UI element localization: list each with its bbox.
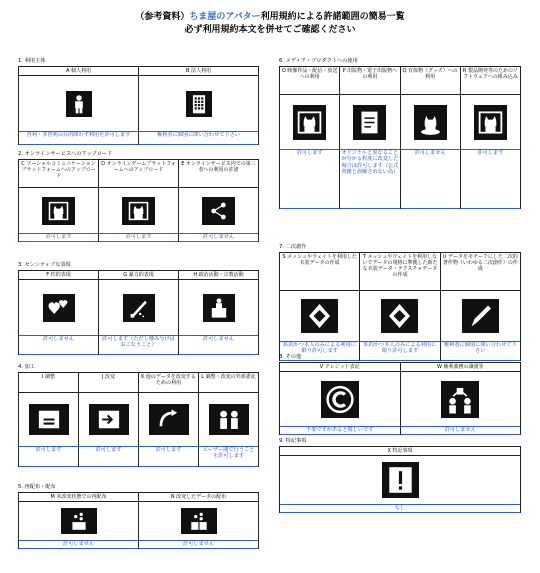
reuse-data-icon <box>149 404 189 435</box>
item-w <box>401 363 522 435</box>
item-heading: L 調整・改変の外部委託 <box>199 373 258 393</box>
software-icon <box>474 105 507 140</box>
item-heading: W 権利義務の譲渡等 <box>401 363 521 372</box>
item-heading: X 特記事項 <box>280 447 520 456</box>
section-title: 1. 利用主体 <box>18 58 46 64</box>
section-redistribution <box>18 484 259 549</box>
item-s <box>280 253 360 361</box>
item-l <box>199 373 259 467</box>
item-f <box>19 271 99 355</box>
item-q <box>401 67 461 209</box>
item-d <box>99 160 179 242</box>
permission-answer: 許可します <box>139 446 198 467</box>
item-k <box>139 373 199 467</box>
item-heading: N 改変したデータの配布 <box>139 493 258 502</box>
item-icon-cell <box>280 372 400 426</box>
permission-answer: 不要ですがあると嬉しいです <box>280 426 400 435</box>
license-table <box>279 362 521 435</box>
item-icon-cell <box>401 95 460 149</box>
permission-answer: 許可しません <box>401 426 521 435</box>
item-icon-cell <box>401 372 521 426</box>
permission-answer: 許可しません <box>19 540 138 549</box>
permission-answer: 許可します（ただし棲み分けはおこなうこと） <box>99 335 178 355</box>
license-table <box>18 270 259 355</box>
permission-answer: 許可します <box>99 233 178 242</box>
item-heading: C ソーシャルコミュニケーションプラットフォームへのアップロード <box>19 160 98 188</box>
item-icon-cell <box>19 393 78 446</box>
item-b <box>139 67 259 145</box>
item-r <box>461 67 521 209</box>
title-main: 利用規約による許諾範囲の簡易一覧 <box>260 12 405 22</box>
book-icon <box>353 105 386 140</box>
item-icon-cell <box>441 291 520 341</box>
item-heading: P 出版物・電子出版物への利用 <box>340 67 399 95</box>
item-icon-cell <box>280 456 520 504</box>
item-n <box>139 493 259 549</box>
item-v <box>280 363 401 435</box>
permission-answer: 許可します <box>461 149 520 209</box>
item-heading: T メッシュやウェイトを利用しないでデータの規格に準拠した新たな衣装データ・テクスチャデータの作成 <box>360 253 439 291</box>
permission-answer: 許可しません <box>139 540 258 549</box>
item-icon-cell <box>19 188 98 233</box>
item-icon-cell <box>179 188 258 233</box>
permission-answer: 権利者に個別に問い合わせて下さい <box>139 131 258 145</box>
item-icon-cell <box>19 502 138 540</box>
item-heading: V クレジット表記 <box>280 363 400 372</box>
section-title: 4. 加工 <box>18 364 35 370</box>
item-icon-cell <box>280 291 359 341</box>
section-title: 8. その他 <box>279 354 302 360</box>
title-brand: ちま屋のアバター <box>189 12 261 22</box>
game-upload-icon <box>122 197 155 225</box>
item-icon-cell <box>280 95 339 149</box>
permission-answer: ユーザー間で行うことを許可します <box>199 446 258 467</box>
item-e <box>179 160 259 242</box>
item-i <box>19 373 79 467</box>
permission-answer: なし <box>280 504 520 513</box>
podium-icon <box>203 294 235 322</box>
share-third-party-icon <box>202 197 235 225</box>
item-c <box>19 160 99 242</box>
item-m <box>19 493 139 549</box>
item-icon-cell <box>139 502 258 540</box>
permission-answer: 権利者に個別に問い合わせて下さい <box>441 341 520 361</box>
item-heading: G 暴力的表現 <box>99 271 178 280</box>
item-g <box>99 271 179 355</box>
item-heading: O 映像作品・配信・放送への利用 <box>280 67 339 95</box>
section-derivative-works <box>279 244 521 361</box>
item-heading: M 未改変状態での再配布 <box>19 493 138 502</box>
item-o <box>280 67 340 209</box>
license-table <box>279 446 521 513</box>
hearts-icon <box>43 294 75 322</box>
exclamation-icon <box>382 462 419 498</box>
item-t <box>360 253 440 361</box>
item-p <box>340 67 400 209</box>
section-title: 2. オンラインサービスへのアップロード <box>18 151 113 157</box>
license-table <box>279 252 521 361</box>
item-heading: R 製品開発等のためのソフトウェアへの組み込み <box>461 67 520 95</box>
license-table <box>18 159 259 242</box>
social-upload-icon <box>42 197 75 225</box>
license-table <box>279 66 521 209</box>
license-table <box>18 492 259 549</box>
item-icon-cell <box>179 280 258 335</box>
permission-answer: 許可しません <box>179 335 258 355</box>
item-heading: E オンラインサービス内での第三者への利用の許諾 <box>179 160 258 188</box>
item-h <box>179 271 259 355</box>
section-usage-subject <box>18 58 259 145</box>
section-special-notes <box>279 438 521 513</box>
knife-icon <box>123 294 155 322</box>
permission-answer: 許可しません <box>401 149 460 209</box>
item-u <box>441 253 521 361</box>
figure-icon <box>414 105 447 140</box>
item-heading: H 政治活動・宗教活動 <box>179 271 258 280</box>
section-other <box>279 354 521 435</box>
new-outfit-icon <box>381 299 418 333</box>
permission-answer: 許可しません <box>179 233 258 242</box>
item-j <box>79 373 139 467</box>
item-icon-cell <box>99 280 178 335</box>
item-x <box>280 447 521 513</box>
title-prefix: （参考資料） <box>135 12 190 22</box>
section-processing <box>18 364 259 467</box>
item-icon-cell <box>360 291 439 341</box>
license-table <box>18 66 259 145</box>
item-icon-cell <box>340 95 399 149</box>
permission-answer: 許可します <box>19 233 98 242</box>
copyright-icon <box>321 381 359 418</box>
item-heading: D オンラインゲームプラットフォームへのアップロード <box>99 160 178 188</box>
permission-answer: 許可します <box>79 446 138 467</box>
item-icon-cell <box>199 393 258 446</box>
page-subtitle: 必ず利用規約本文を併せてご確認ください <box>184 25 356 35</box>
outsource-icon <box>209 404 249 435</box>
person-icon <box>66 91 92 117</box>
item-heading: Q 有体物（グッズ）への利用 <box>401 67 460 95</box>
item-heading: B 法人利用 <box>139 67 258 76</box>
adjust-icon <box>29 404 69 435</box>
section-title: 7. 二次創作 <box>279 244 307 250</box>
item-icon-cell <box>19 280 98 335</box>
item-heading: J 改変 <box>79 373 138 393</box>
section-online-upload <box>18 151 259 242</box>
permission-answer: 許可します <box>280 149 339 209</box>
section-title: 6. メディア・プロダクトへの使用 <box>279 58 358 64</box>
modify-icon <box>89 404 129 435</box>
permission-answer: 私的かつ本人のみによる利用に限り許可します <box>360 341 439 361</box>
transfer-icon <box>441 381 479 418</box>
item-icon-cell <box>139 76 258 131</box>
permission-answer: 許可します <box>19 446 78 467</box>
redistribute-icon <box>61 508 97 534</box>
page-title <box>0 11 540 23</box>
distribute-modified-icon <box>181 508 217 534</box>
item-heading: F 性的表現 <box>19 271 98 280</box>
item-icon-cell <box>19 76 138 131</box>
item-heading: U データをモチーフにした二次的著作物（いわゆる二次創作）の作成 <box>441 253 520 291</box>
item-icon-cell <box>139 393 198 446</box>
section-media-product <box>279 58 521 209</box>
section-title: 5. 再配布・配布 <box>18 484 56 490</box>
permission-answer: オリジナルと異なることが分かる程度に改変した場合は許可します（公式書籍と誤解されない為） <box>340 149 399 209</box>
item-icon-cell <box>99 188 178 233</box>
item-icon-cell <box>461 95 520 149</box>
item-a <box>19 67 139 145</box>
item-heading: S メッシュやウェイトを利用した衣装データの作成 <box>280 253 359 291</box>
item-heading: I 調整 <box>19 373 78 393</box>
section-sensitive-expression <box>18 262 259 355</box>
building-icon <box>186 91 212 117</box>
permission-answer: 許可しません <box>19 335 98 355</box>
section-title: 9. 特記事項 <box>279 438 307 444</box>
item-icon-cell <box>79 393 138 446</box>
permission-answer: 営利・非営利の目的問わず利用を許可します <box>19 131 138 145</box>
pen-icon <box>462 299 499 333</box>
mesh-outfit-icon <box>301 299 338 333</box>
item-heading: A 個人利用 <box>19 67 138 76</box>
permission-answer: 私的かつ本人のみによる利用に限り許可します <box>280 341 359 361</box>
item-heading: K 他のデータを改変するための利用 <box>139 373 198 393</box>
license-table <box>18 372 259 467</box>
section-title: 3. センシティブな表現 <box>18 262 71 268</box>
video-icon <box>293 105 326 140</box>
